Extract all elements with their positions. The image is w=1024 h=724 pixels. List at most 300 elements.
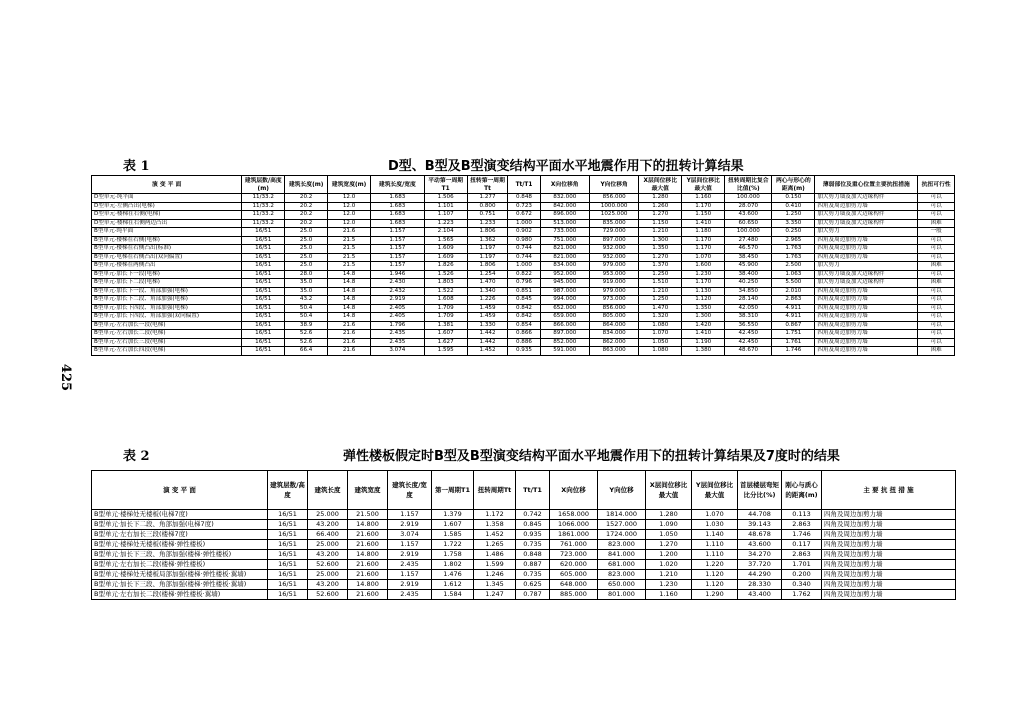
table-cell: 四角及周边加剪力墙 <box>822 540 956 550</box>
table-cell: 1.270 <box>646 540 692 550</box>
table-cell: 1.459 <box>467 313 508 322</box>
table-cell: B型单元·加长下三段、角部加强(楼梯·弹性楼板·翼墙) <box>92 580 268 590</box>
table1-header-cell: Tt/T1 <box>508 176 540 194</box>
table-cell: 11/33.2 <box>242 194 285 203</box>
table-cell: 43.2 <box>285 296 328 305</box>
table-cell: 1.197 <box>467 253 508 262</box>
table-cell: 1.200 <box>646 550 692 560</box>
table-cell: 四角及周边加剪力墙 <box>822 580 956 590</box>
table-row <box>92 228 955 237</box>
table-cell: 2.435 <box>388 560 432 570</box>
table-cell: 1.020 <box>646 560 692 570</box>
table-cell: 12.0 <box>328 219 371 228</box>
table-cell: 0.735 <box>516 570 550 580</box>
table2-header-cell: 扭转周期Tt <box>474 471 516 510</box>
table-cell: 979.000 <box>589 287 638 296</box>
table-cell: 52.6 <box>285 338 328 347</box>
table-cell: 2.863 <box>772 296 815 305</box>
table-row <box>92 211 955 220</box>
table-cell: 16/51 <box>242 270 285 279</box>
table-cell: 46.570 <box>725 245 772 254</box>
table-cell: 1.080 <box>639 347 682 356</box>
table-cell: 16/51 <box>268 590 308 600</box>
table-cell: 842.000 <box>540 202 589 211</box>
table1-header-cell: 薄弱部位及重心位置主要抗扭措施 <box>815 176 918 194</box>
table-cell: 1.226 <box>467 296 508 305</box>
table-cell: 1.030 <box>692 520 738 530</box>
table-cell: 可以 <box>918 330 955 339</box>
table-cell: 可以 <box>918 245 955 254</box>
table-cell: 1.170 <box>682 245 725 254</box>
table1-header-cell: 建筑层数/高度(m) <box>242 176 285 194</box>
table-cell: 1.280 <box>639 194 682 203</box>
table-cell: 1.320 <box>639 313 682 322</box>
table-cell: 1.609 <box>424 245 467 254</box>
table2-header-cell: Y层间位移比最大值 <box>692 471 738 510</box>
table-cell: B型单元·左右加长二段(电梯) <box>92 330 242 339</box>
table-cell: 823.000 <box>598 540 646 550</box>
table-cell: 2.919 <box>388 580 432 590</box>
table-cell: 1.709 <box>424 313 467 322</box>
table-cell: 21.500 <box>348 510 388 520</box>
table-cell: 52.6 <box>285 330 328 339</box>
table-cell: 2.104 <box>424 228 467 237</box>
table-cell: 1.157 <box>388 510 432 520</box>
table-cell: 16/51 <box>242 330 285 339</box>
table-cell: 1.476 <box>432 570 474 580</box>
table-cell: 28.0 <box>285 270 328 279</box>
table-cell: 1.107 <box>424 211 467 220</box>
table-cell: 1.157 <box>388 570 432 580</box>
table-cell: 953.000 <box>589 270 638 279</box>
table-cell: 0.935 <box>516 530 550 540</box>
table-row <box>92 194 955 203</box>
table-cell: 16/51 <box>242 338 285 347</box>
table-cell: 1.762 <box>782 590 822 600</box>
table-cell: 16/51 <box>268 510 308 520</box>
table-cell: 1.746 <box>772 347 815 356</box>
table-cell: 1.442 <box>467 330 508 339</box>
table-cell: 987.000 <box>540 287 589 296</box>
table-cell: 2.500 <box>772 262 815 271</box>
table-cell: 3.350 <box>772 219 815 228</box>
table-cell: 1.270 <box>639 253 682 262</box>
table-cell: 1.157 <box>371 245 425 254</box>
table-row <box>92 219 955 228</box>
table1-title: D型、B型及B型演变结构平面水平地震作用下的扭转计算结果 <box>388 159 744 174</box>
table-cell: 2.435 <box>371 330 425 339</box>
table-cell: 1.410 <box>682 219 725 228</box>
table1-header-cell: 抗扭可行性 <box>918 176 955 194</box>
table-cell: 1.300 <box>682 313 725 322</box>
table-cell: 1.290 <box>692 590 738 600</box>
table-cell: 1.180 <box>682 228 725 237</box>
table-row <box>92 321 955 330</box>
table-cell: 加大剪力 <box>815 228 918 237</box>
table-cell: 43.600 <box>725 211 772 220</box>
table-cell: 16/51 <box>242 347 285 356</box>
table-cell: 932.000 <box>589 245 638 254</box>
table-cell: 四角及周边加剪力墙 <box>822 530 956 540</box>
table-cell: 21.6 <box>328 321 371 330</box>
table-cell: B型单元·加长下三段、角部加强(楼梯·弹性楼板) <box>92 550 268 560</box>
table-row <box>92 202 955 211</box>
table-cell: 0.842 <box>508 313 540 322</box>
table-cell: 44.708 <box>738 510 782 520</box>
table-cell: 0.787 <box>516 590 550 600</box>
table-cell: D型单元·纯平面 <box>92 194 242 203</box>
table-cell: 16/51 <box>268 580 308 590</box>
table-cell: 1.442 <box>467 338 508 347</box>
table-cell: 4.911 <box>772 313 815 322</box>
table-cell: 1.420 <box>682 321 725 330</box>
table-cell: 823.000 <box>598 570 646 580</box>
table-cell: 28.070 <box>725 202 772 211</box>
table-cell: 5.500 <box>772 279 815 288</box>
table-cell: 1.170 <box>682 236 725 245</box>
table-cell: 605.000 <box>550 570 598 580</box>
table-row <box>92 338 955 347</box>
table-cell: 四角及周边加剪力墙 <box>822 520 956 530</box>
table2-label: 表 2 <box>123 449 150 464</box>
table-cell: 761.000 <box>550 540 598 550</box>
table-cell: 0.980 <box>508 236 540 245</box>
table-cell: 1.627 <box>424 338 467 347</box>
table-cell: B型单元·左右加长二段(楼梯·弹性楼板) <box>92 560 268 570</box>
table-cell: 四角及周边加剪力墙 <box>815 330 918 339</box>
table-cell: 945.000 <box>540 279 589 288</box>
table-cell: 1.370 <box>639 262 682 271</box>
table-cell: 0.845 <box>508 296 540 305</box>
table-cell: 四角及周边加剪力墙 <box>815 347 918 356</box>
table-row <box>92 540 956 550</box>
table-cell: 0.935 <box>508 347 540 356</box>
table-cell: 4.911 <box>772 304 815 313</box>
table-cell: 979.000 <box>589 262 638 271</box>
table-cell: 1.565 <box>424 236 467 245</box>
table-cell: 620.000 <box>550 560 598 570</box>
table-cell: 加大剪力墙及加大边缘构件 <box>815 194 918 203</box>
table-cell: 0.340 <box>782 580 822 590</box>
table-cell: 1.763 <box>772 245 815 254</box>
table-cell: 21.600 <box>348 560 388 570</box>
table-cell: 36.550 <box>725 321 772 330</box>
table-cell: 40.250 <box>725 279 772 288</box>
table-cell: B型单元·加长下一段(电梯) <box>92 270 242 279</box>
table-cell: 42.050 <box>725 304 772 313</box>
table-cell: 652.000 <box>540 304 589 313</box>
table-cell: 14.8 <box>328 287 371 296</box>
table-cell: 0.625 <box>516 580 550 590</box>
table-cell: 591.000 <box>540 347 589 356</box>
table1-header-cell: Y层间位移比最大值 <box>682 176 725 194</box>
table-cell: 2.435 <box>388 590 432 600</box>
table-cell: 16/51 <box>242 253 285 262</box>
table-cell: 2.919 <box>371 296 425 305</box>
table-cell: 1.340 <box>467 287 508 296</box>
table-cell: 733.000 <box>540 228 589 237</box>
table-cell: 21.5 <box>328 236 371 245</box>
table-cell: 0.800 <box>467 202 508 211</box>
table2-title: 弹性楼板假定时B型及B型演变结构平面水平地震作用下的扭转计算结果及7度时的结果 <box>343 449 840 464</box>
table-cell: 14.8 <box>328 304 371 313</box>
table-cell: D型单元·楼梯在右侧(电梯) <box>92 211 242 220</box>
table-cell: 0.751 <box>467 211 508 220</box>
table-cell: 1814.000 <box>598 510 646 520</box>
table-row <box>92 590 956 600</box>
table-cell: B型单元·楼梯在右侧凸出(标准) <box>92 245 242 254</box>
table1 <box>91 175 955 356</box>
table-cell: B型单元·左右加长一段(电梯) <box>92 321 242 330</box>
table-cell: 可以 <box>918 211 955 220</box>
table1-header-row <box>92 176 955 194</box>
table-row <box>92 330 955 339</box>
table-cell: 16/51 <box>242 321 285 330</box>
table-cell: 1.607 <box>424 330 467 339</box>
table-cell: B型单元·左右加长三段(楼梯7度) <box>92 530 268 540</box>
table-cell: 可以 <box>918 253 955 262</box>
table-cell: 43.200 <box>308 580 348 590</box>
table-cell: 四角及周边加剪力墙 <box>822 590 956 600</box>
table-cell: 648.000 <box>550 580 598 590</box>
table-cell: 35.0 <box>285 279 328 288</box>
table-cell: 27.480 <box>725 236 772 245</box>
table-cell: 34.270 <box>738 550 782 560</box>
table1-header-cell: 建筑宽度(m) <box>328 176 371 194</box>
table-cell: 21.600 <box>348 590 388 600</box>
table-cell: 52.600 <box>308 560 348 570</box>
table-cell: 856.000 <box>589 304 638 313</box>
table-cell: 0.822 <box>508 270 540 279</box>
table-cell: 100.000 <box>725 228 772 237</box>
table2-header-row <box>92 471 956 510</box>
table-cell: 1.595 <box>424 347 467 356</box>
table-row <box>92 570 956 580</box>
table-cell: 1.157 <box>371 262 425 271</box>
table-cell: 25.0 <box>285 236 328 245</box>
table-cell: 28.330 <box>738 580 782 590</box>
table-cell: 14.8 <box>328 313 371 322</box>
table-cell: 38.310 <box>725 313 772 322</box>
table-cell: 11/33.2 <box>242 219 285 228</box>
table-cell: 1.796 <box>371 321 425 330</box>
table-cell: 1.230 <box>682 270 725 279</box>
table-cell: 2.919 <box>388 520 432 530</box>
table-cell: 2.863 <box>782 520 822 530</box>
table-cell: 1.470 <box>639 304 682 313</box>
table-cell: 1.157 <box>371 253 425 262</box>
table-cell: 21.600 <box>348 530 388 540</box>
table-cell: 1.683 <box>371 211 425 220</box>
table-cell: 1.170 <box>682 279 725 288</box>
table-cell: 四角及周边加剪力墙 <box>815 202 918 211</box>
table-cell: 43.400 <box>738 590 782 600</box>
table-cell: 0.851 <box>508 287 540 296</box>
table-cell: B型单元·加长下四段、角部加强(电梯) <box>92 304 242 313</box>
table-cell: 1.452 <box>474 530 516 540</box>
table-cell: 897.000 <box>540 330 589 339</box>
table-cell: 43.200 <box>308 550 348 560</box>
table-row <box>92 550 956 560</box>
table-cell: 48.670 <box>725 347 772 356</box>
table-cell: 1.584 <box>432 590 474 600</box>
table-cell: B型单元·加长下四段、角部加强(双向偏置) <box>92 313 242 322</box>
table-cell: 14.800 <box>348 580 388 590</box>
table-cell: 0.150 <box>772 194 815 203</box>
table-row <box>92 236 955 245</box>
table-cell: 困难 <box>918 219 955 228</box>
table-cell: 21.5 <box>328 262 371 271</box>
table-cell: 1000.000 <box>589 202 638 211</box>
table-cell: 四角及周边加剪力墙 <box>815 304 918 313</box>
table-cell: 1.160 <box>646 590 692 600</box>
table-cell: 1.380 <box>682 347 725 356</box>
table-cell: 四角及周边加剪力墙 <box>815 296 918 305</box>
table-cell: 25.000 <box>308 510 348 520</box>
table-cell: 1.090 <box>646 520 692 530</box>
table-cell: 50.4 <box>285 304 328 313</box>
table-cell: 0.887 <box>516 560 550 570</box>
table-cell: 1.190 <box>682 338 725 347</box>
table-cell: 1.160 <box>682 194 725 203</box>
table-cell: 1.612 <box>432 580 474 590</box>
table-cell: 952.000 <box>540 270 589 279</box>
table2-header-cell: 第一周期T1 <box>432 471 474 510</box>
table-cell: 1.110 <box>692 540 738 550</box>
table-cell: 20.2 <box>285 194 328 203</box>
table-cell: 25.0 <box>285 245 328 254</box>
table2-header-cell: 刚心与质心的距离(m) <box>782 471 822 510</box>
table-cell: 1.410 <box>682 330 725 339</box>
table1-header-cell: 演 变 平 面 <box>92 176 242 194</box>
table-cell: 681.000 <box>598 560 646 570</box>
table-cell: 可以 <box>918 338 955 347</box>
table-cell: 11/33.2 <box>242 202 285 211</box>
table-cell: 34.850 <box>725 287 772 296</box>
table-cell: B型单元·左右加长四段(电梯) <box>92 347 242 356</box>
table-row <box>92 530 956 540</box>
table-cell: 14.800 <box>348 550 388 560</box>
table1-header-cell: 两心与形心的距离(m) <box>772 176 815 194</box>
table-cell: 12.0 <box>328 211 371 220</box>
table-cell: 1.599 <box>474 560 516 570</box>
table2-header-cell: X层间位移比最大值 <box>646 471 692 510</box>
table-cell: B型单元·楼梯处无楼板(电梯7度) <box>92 510 268 520</box>
table-cell: 919.000 <box>589 279 638 288</box>
table-cell: B型单元·纯平面 <box>92 228 242 237</box>
table-cell: 25.000 <box>308 570 348 580</box>
table-cell: 1.381 <box>424 321 467 330</box>
table2 <box>91 470 956 600</box>
table-cell: 897.000 <box>589 236 638 245</box>
table-cell: 2.919 <box>388 550 432 560</box>
table-cell: 834.000 <box>589 330 638 339</box>
table-row <box>92 245 955 254</box>
table-row <box>92 270 955 279</box>
table-cell: 四角及周边加剪力墙 <box>822 510 956 520</box>
table-cell: B型单元·加长下一段、角部加强(电梯) <box>92 287 242 296</box>
table-cell: 16/51 <box>242 245 285 254</box>
table-cell: 25.0 <box>285 262 328 271</box>
table1-header-cell: X向位移角 <box>540 176 589 194</box>
table-cell: 14.8 <box>328 296 371 305</box>
table-cell: 1.210 <box>639 228 682 237</box>
table-cell: 0.723 <box>508 202 540 211</box>
table-cell: B型单元·加长下二段、角部加强(电梯7度) <box>92 520 268 530</box>
table-cell: 0.886 <box>508 338 540 347</box>
table-cell: 856.000 <box>589 194 638 203</box>
table-cell: 1.722 <box>432 540 474 550</box>
table1-header-cell: 扭转第一周期Tt <box>467 176 508 194</box>
table-cell: 1.120 <box>692 580 738 590</box>
table-cell: 1.130 <box>682 287 725 296</box>
table-cell: 21.6 <box>328 347 371 356</box>
table-cell: 50.4 <box>285 313 328 322</box>
table-cell: 1.120 <box>682 296 725 305</box>
table-cell: 885.000 <box>550 590 598 600</box>
table-cell: 3.074 <box>388 530 432 540</box>
table-cell: 1.746 <box>782 530 822 540</box>
table-cell: 12.0 <box>328 194 371 203</box>
table-cell: 38.400 <box>725 270 772 279</box>
table-cell: 862.000 <box>589 338 638 347</box>
table-cell: 1.265 <box>474 540 516 550</box>
table-cell: 1.510 <box>639 279 682 288</box>
table-cell: 可以 <box>918 304 955 313</box>
table-cell: 16/51 <box>242 279 285 288</box>
table-cell: 723.000 <box>550 550 598 560</box>
table-cell: 21.600 <box>348 540 388 550</box>
table-cell: 0.742 <box>516 510 550 520</box>
table-cell: 864.000 <box>589 321 638 330</box>
table-cell: 1.157 <box>388 540 432 550</box>
table-cell: 一般 <box>918 228 955 237</box>
table-cell: 0.848 <box>516 550 550 560</box>
table-cell: 1.220 <box>692 560 738 570</box>
table-cell: 1527.000 <box>598 520 646 530</box>
table-cell: 0.867 <box>772 321 815 330</box>
table-cell: 可以 <box>918 194 955 203</box>
table-cell: 14.8 <box>328 279 371 288</box>
table-cell: D型单元·楼梯在右侧两边凸出 <box>92 219 242 228</box>
table-cell: 0.796 <box>508 279 540 288</box>
table-cell: 42.450 <box>725 330 772 339</box>
table-cell: 60.650 <box>725 219 772 228</box>
table-cell: 21.6 <box>328 228 371 237</box>
table-cell: 困难 <box>918 347 955 356</box>
table-cell: 37.720 <box>738 560 782 570</box>
table1-header-cell: 建筑长度/宽度 <box>371 176 425 194</box>
table-cell: 1.826 <box>424 262 467 271</box>
table-row <box>92 520 956 530</box>
table-cell: 16/51 <box>242 236 285 245</box>
table-cell: 28.140 <box>725 296 772 305</box>
table-cell: 994.000 <box>540 296 589 305</box>
table-cell: 25.0 <box>285 228 328 237</box>
table-row <box>92 304 955 313</box>
table-cell: 2.435 <box>371 338 425 347</box>
table-cell: 1.050 <box>646 530 692 540</box>
table-cell: 66.400 <box>308 530 348 540</box>
table-cell: 1.709 <box>424 304 467 313</box>
table-cell: 1.683 <box>371 219 425 228</box>
table-cell: 1.806 <box>467 262 508 271</box>
table-cell: 1.140 <box>692 530 738 540</box>
table-cell: 0.744 <box>508 245 540 254</box>
table-cell: 0.845 <box>516 520 550 530</box>
table-cell: 1.250 <box>639 296 682 305</box>
table-cell: 2.405 <box>371 304 425 313</box>
